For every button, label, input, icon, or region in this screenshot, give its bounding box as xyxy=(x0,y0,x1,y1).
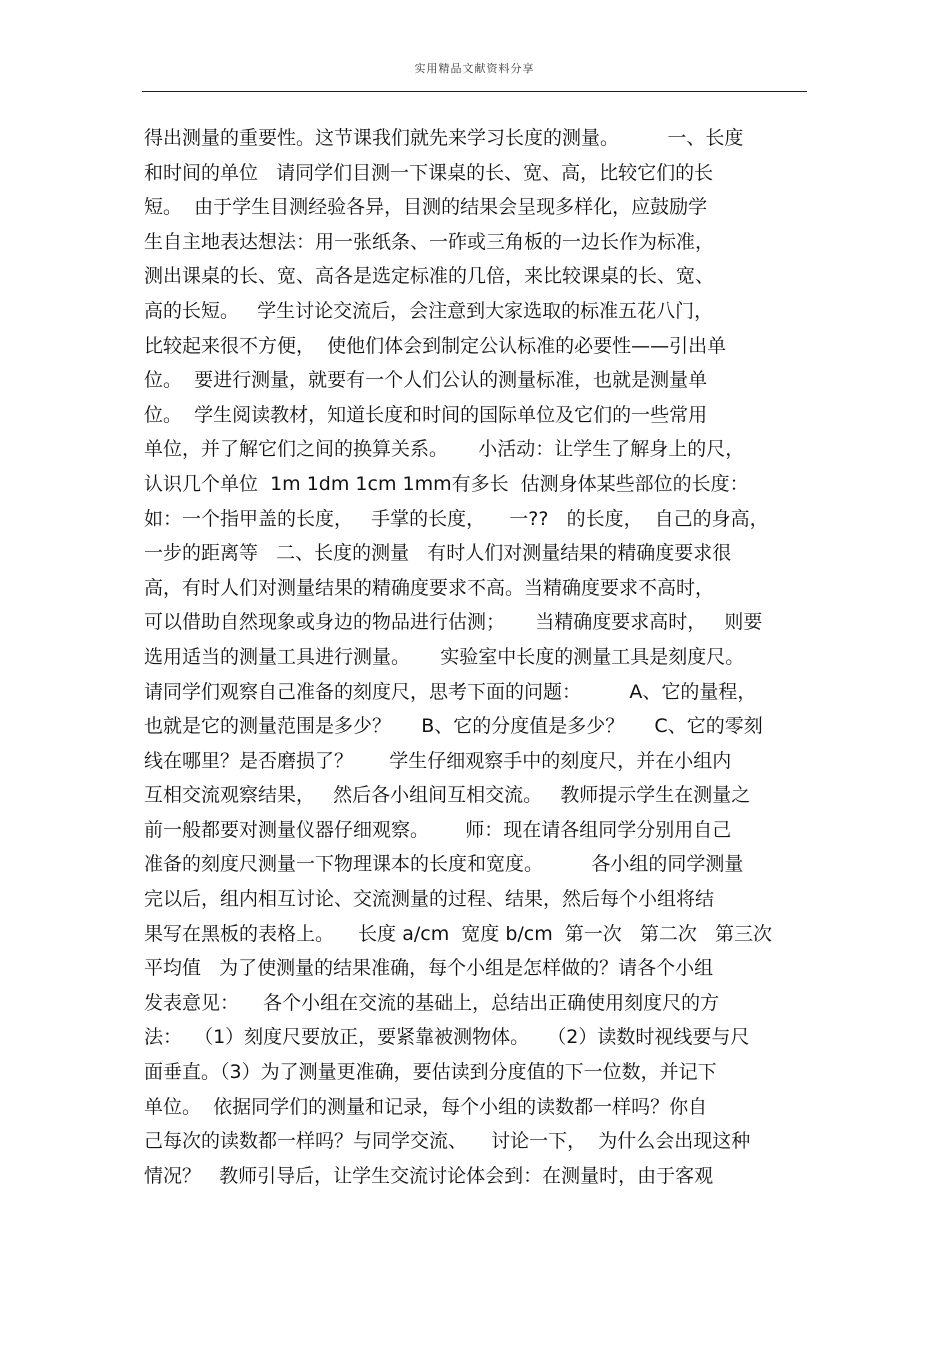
text-line: 高的长短。 学生讨论交流后，会注意到大家选取的标准五花八门， xyxy=(144,299,714,322)
text-line: 得出测量的重要性。这节课我们就先来学习长度的测量。 一、长度 xyxy=(144,127,744,149)
text-line: 一步的距离等 二、长度的测量 有时人们对测量结果的精确度要求很 xyxy=(144,542,732,565)
text-line: 发表意见： 各个小组在交流的基础上，总结出正确使用刻度尺的方 xyxy=(144,991,720,1014)
text-line: 线在哪里？是否磨损了？ 学生仔细观察手中的刻度尺，并在小组内 xyxy=(144,749,732,772)
text-line: 平均值 为了使测量的结果准确，每个小组是怎样做的？请各个小组 xyxy=(144,957,714,980)
text-line: 完以后，组内相互讨论、交流测量的过程、结果，然后每个小组将结 xyxy=(144,888,715,911)
text-line: 认识几个单位 1m 1dm 1cm 1mm有多长 估测身体某些部位的长度： xyxy=(144,472,749,495)
text-line: 请同学们观察自己准备的刻度尺，思考下面的问题： A、它的量程， xyxy=(144,680,757,703)
text-line: 果写在黑板的表格上。 长度 a/cm 宽度 b/cm 第一次 第二次 第三次 xyxy=(144,922,773,945)
text-line: 己每次的读数都一样吗？与同学交流、 讨论一下， 为什么会出现这种 xyxy=(144,1130,751,1153)
text-line: 准备的刻度尺测量一下物理课本的长度和宽度。 各小组的同学测量 xyxy=(144,853,744,876)
text-line: 面垂直。（3）为了测量更准确，要估读到分度值的下一位数，并记下 xyxy=(144,1061,717,1084)
text-line: 单位。 依据同学们的测量和记录，每个小组的读数都一样吗？你自 xyxy=(144,1095,708,1118)
text-line: 高，有时人们对测量结果的精确度要求不高。当精确度要求不高时， xyxy=(144,576,715,599)
document-body xyxy=(144,121,814,1193)
text-line: 测出课桌的长、宽、高各是选定标准的几倍，来比较课桌的长、宽、 xyxy=(144,265,715,288)
text-line: 情况？ 教师引导后，让学生交流讨论体会到：在测量时，由于客观 xyxy=(144,1164,714,1187)
text-line: 法： （1）刻度尺要放正，要紧靠被测物体。 （2）读数时视线要与尺 xyxy=(144,1026,750,1049)
text-line: 位。 学生阅读教材，知道长度和时间的国际单位及它们的一些常用 xyxy=(144,403,708,426)
text-line: 位。 要进行测量，就要有一个人们公认的测量标准，也就是测量单 xyxy=(144,369,708,392)
page-header: 实用精品文献资料分享 xyxy=(414,62,535,75)
text-line: 短。 由于学生目测经验各异，目测的结果会呈现多样化，应鼓励学 xyxy=(144,196,708,219)
text-line: 互相交流观察结果， 然后各小组间互相交流。 教师提示学生在测量之 xyxy=(144,784,751,807)
text-line: 和时间的单位 请同学们目测一下课桌的长、宽、高，比较它们的长 xyxy=(144,161,714,184)
header-divider xyxy=(142,91,807,92)
text-line: 如：一个指甲盖的长度， 手掌的长度， 一?? 的长度， 自己的身高， xyxy=(144,507,769,530)
text-line: 选用适当的测量工具进行测量。 实验室中长度的测量工具是刻度尺。 xyxy=(144,645,745,668)
text-line: 可以借助自然现象或身边的物品进行估测； 当精确度要求高时， 则要 xyxy=(144,611,763,634)
text-line: 也就是它的测量范围是多少？ B、它的分度值是多少？ C、它的零刻 xyxy=(144,715,763,738)
text-line: 前一般都要对测量仪器仔细观察。 师：现在请各组同学分别用自己 xyxy=(144,818,732,841)
text-line: 比较起来很不方便， 使他们体会到制定公认标准的必要性——引出单 xyxy=(144,334,727,357)
text-line: 单位，并了解它们之间的换算关系。 小活动：让学生了解身上的尺， xyxy=(144,438,745,461)
text-line: 生自主地表达想法：用一张纸条、一砟或三角板的一边长作为标准， xyxy=(144,230,715,253)
